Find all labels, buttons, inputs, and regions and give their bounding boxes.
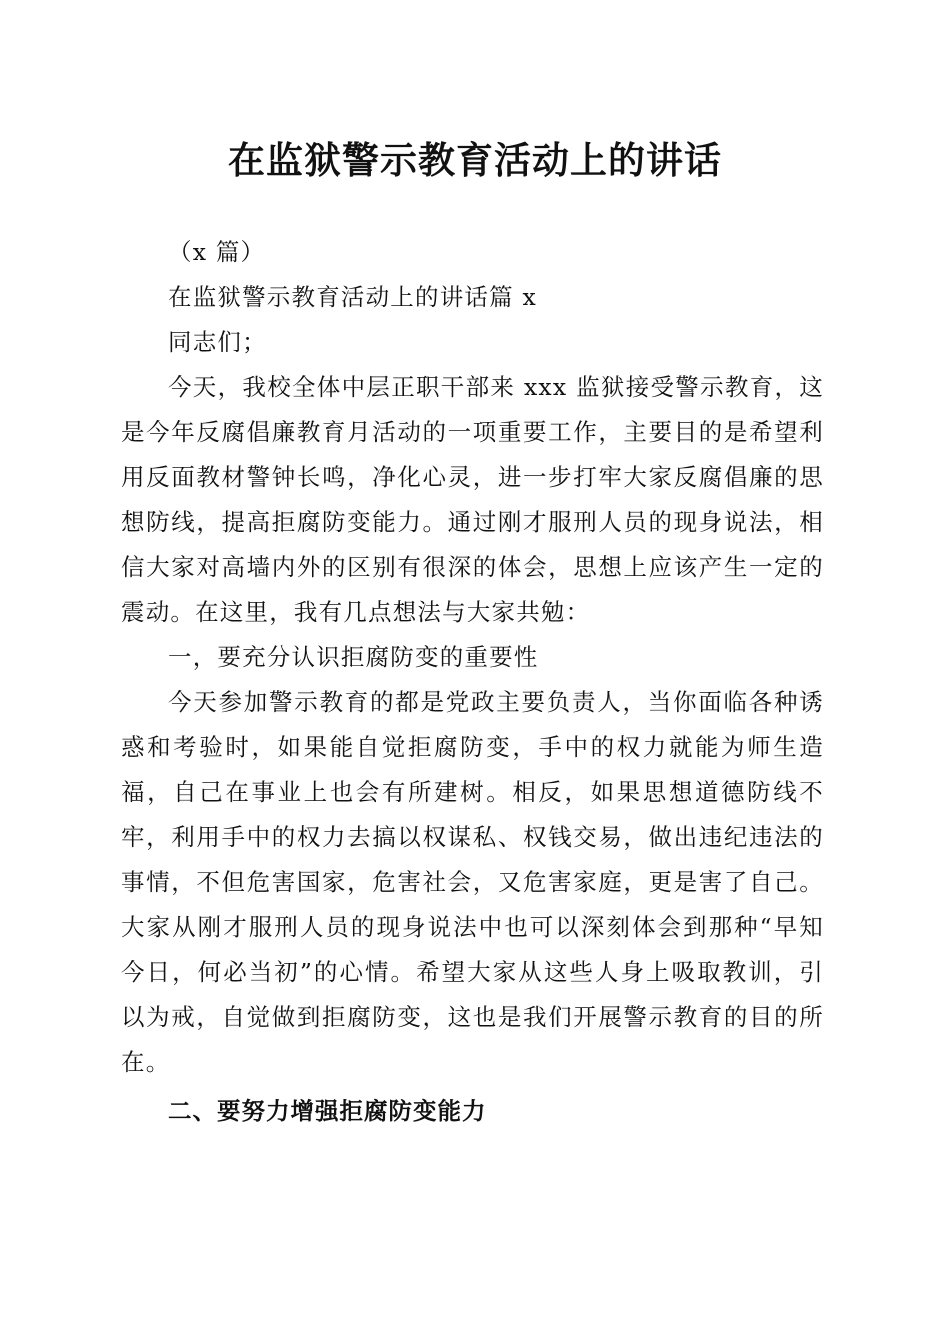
salutation: 同志们；	[168, 328, 267, 356]
document-body	[121, 230, 824, 1134]
piece-number: （x 篇）	[168, 238, 266, 266]
section-heading-1: 一，要充分认识拒腐防变的重要性	[168, 643, 539, 671]
intro-paragraph: 今天，我校全体中层正职干部来 xxx 监狱接受警示教育，这是今年反腐倡廉教育月活动的一项重要工作，主要目的是希望利用反面教材警钟长鸣，净化心灵，进一步打牢大家反腐倡廉的思想防线，提高拒腐防变能力。通过刚才服刑人员的现身说法，相信大家对高墙内外的区别有很深的体会，思想上应该产生一定的震动。在这里，我有几点想法与大家共勉：	[121, 373, 824, 626]
section-heading-2: 二、要努力增强拒腐防变能力	[168, 1097, 487, 1125]
section-1-paragraph: 今天参加警示教育的都是党政主要负责人，当你面临各种诱惑和考验时，如果能自觉拒腐防变，手中的权力就能为师生造福，自己在事业上也会有所建树。相反，如果思想道德防线不牢，利用手中的权力去搞以权谋私、权钱交易，做出违纪违法的事情，不但危害国家，危害社会，又危害家庭，更是害了自己。大家从刚才服刑人员的现身说法中也可以深刻体会到那种“早知今日，何必当初”的心情。希望大家从这些人身上吸取教训，引以为戒，自觉做到拒腐防变，这也是我们开展警示教育的目的所在。	[121, 688, 824, 1076]
document-title: 在监狱警示教育活动上的讲话	[228, 138, 722, 182]
subtitle: 在监狱警示教育活动上的讲话篇 x	[168, 283, 537, 311]
